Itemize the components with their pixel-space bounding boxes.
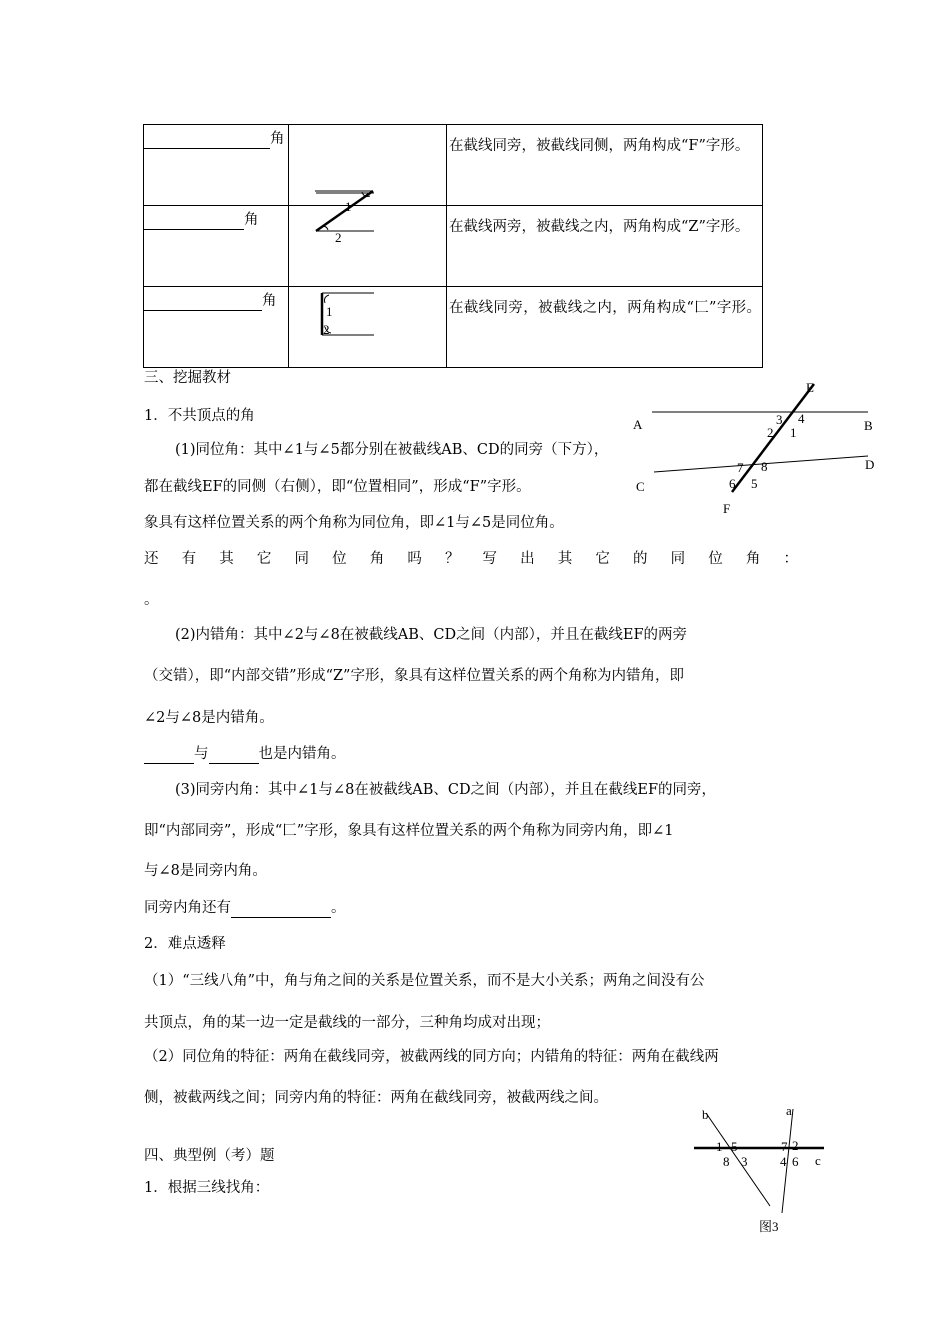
table-row (144, 125, 763, 206)
table-row (144, 206, 763, 287)
three-lines-figure (620, 380, 900, 520)
fill-text: 与 (194, 746, 209, 762)
angle-label-2: 2 (767, 425, 774, 440)
figure-cell (289, 287, 447, 368)
description-cell (447, 125, 763, 206)
answer-blank (144, 133, 270, 149)
line-label-a: a (786, 1103, 792, 1118)
angle-label-6: 6 (792, 1154, 799, 1169)
paragraph-line: （1）“三线八角”中，角与角之间的关系是位置关系，而不是大小关系；两角之间没有公 (144, 973, 705, 989)
point-label-b: B (864, 418, 873, 433)
angle-label-8: 8 (761, 459, 768, 474)
angle-label-2: 2 (335, 230, 342, 245)
angle-name-cell (144, 287, 289, 368)
figure-caption: 图3 (759, 1219, 779, 1234)
answer-blank (144, 295, 262, 311)
angle-description: 在截线同旁，被截线之内，两角构成“匚”字形。 (449, 300, 761, 316)
angle-label-3: 3 (776, 412, 783, 427)
line-label-b: b (702, 1107, 709, 1122)
fill-text: 同旁内角还有 (144, 900, 231, 916)
point-label-a: A (633, 417, 643, 432)
fill-in-line (144, 898, 346, 918)
angle-label: 角 (270, 131, 285, 147)
angle-types-table (143, 124, 763, 368)
answer-blank (209, 748, 259, 764)
paragraph-line: （2）同位角的特征：两角在截线同旁，被截两线的同方向；内错角的特征：两角在截线两 (144, 1049, 719, 1065)
paragraph-line: ∠2与∠8是内错角。 (144, 710, 274, 726)
paragraph-line: 即“内部同旁”，形成“匚”字形，象具有这样位置关系的两个角称为同旁内角，即∠1 (144, 823, 674, 839)
fill-text: 。 (331, 900, 346, 916)
angle-label-4: 4 (798, 411, 805, 426)
paragraph-line: 都在截线EF的同侧（右侧），即“位置相同”，形成“F”字形。 (144, 479, 531, 495)
angle-label: 角 (244, 212, 259, 228)
paragraph-line: （交错），即“内部交错”形成“Z”字形，象具有这样位置关系的两个角称为内错角，即 (144, 668, 684, 684)
angle-label-5: 5 (731, 1139, 738, 1154)
section-heading: 三、挖掘教材 (144, 370, 231, 386)
fill-text: 也是内错角。 (258, 746, 346, 762)
point-label-c: C (636, 479, 645, 494)
point-label-d: D (865, 457, 875, 472)
angle-label-7: 7 (737, 460, 744, 475)
answer-blank (144, 214, 244, 230)
point-label-f: F (723, 501, 731, 516)
section-heading: 四、典型例（考）题 (144, 1148, 275, 1164)
angle-label-7: 7 (781, 1139, 788, 1154)
angle-label: 角 (262, 293, 277, 309)
angle-label-6: 6 (729, 476, 736, 491)
angle-label-1: 1 (790, 425, 797, 440)
angle-name-cell (144, 206, 289, 287)
answer-line-end: 。 (144, 592, 159, 608)
paragraph-line: (3)同旁内角：其中∠1与∠8在被截线AB、CD之间（内部），并且在截线EF的同旁， (175, 782, 717, 798)
angle-name-cell (144, 125, 289, 206)
paragraph-line: 与∠8是同旁内角。 (144, 863, 267, 879)
paragraph-line: 共顶点，角的某一边一定是截线的一部分，三种角均成对出现； (144, 1015, 550, 1031)
angle-label-8: 8 (723, 1154, 730, 1169)
table-row (144, 287, 763, 368)
description-cell (447, 287, 763, 368)
point-label-e: E (806, 380, 814, 395)
paragraph-line: (1)同位角：其中∠1与∠5都分别在被截线AB、CD的同旁（下方）， (175, 442, 609, 458)
z-angle-label-1: 1 (345, 199, 352, 214)
angle-description: 在截线同旁，被截线同侧，两角构成“F”字形。 (449, 138, 750, 154)
question-line: 还有其它同位角吗？写出其它的同位角： (144, 551, 798, 567)
paragraph-line: 侧，被截两线之间；同旁内角的特征：两角在截线同旁，被截两线之间。 (144, 1090, 608, 1106)
angle-description: 在截线两旁，被截线之内，两角构成“Z”字形。 (449, 219, 750, 235)
subsection-heading: 1．不共顶点的角 (144, 408, 255, 424)
angle-label-5: 5 (751, 476, 758, 491)
angle-label-3: 3 (741, 1154, 748, 1169)
subsection-heading: 1．根据三线找角： (144, 1180, 270, 1196)
u-shape-figure (289, 287, 446, 367)
line-label-c: c (815, 1153, 821, 1168)
answer-blank (144, 748, 194, 764)
subsection-heading: 2．难点透释 (144, 936, 226, 952)
paragraph-line: 象具有这样位置关系的两个角称为同位角，即∠1与∠5是同位角。 (144, 515, 564, 531)
angle-label-1: 1 (716, 1139, 723, 1154)
angle-label-1: 1 (326, 304, 333, 319)
paragraph-line: (2)内错角：其中∠2与∠8在被截线AB、CD之间（内部），并且在截线EF的两旁 (175, 627, 688, 643)
angle-label-2: 2 (323, 322, 330, 337)
angle-label-4: 4 (780, 1154, 787, 1169)
answer-blank (231, 902, 331, 918)
description-cell (447, 206, 763, 287)
angle-label-2: 2 (792, 1138, 799, 1153)
fill-in-line (144, 744, 346, 764)
